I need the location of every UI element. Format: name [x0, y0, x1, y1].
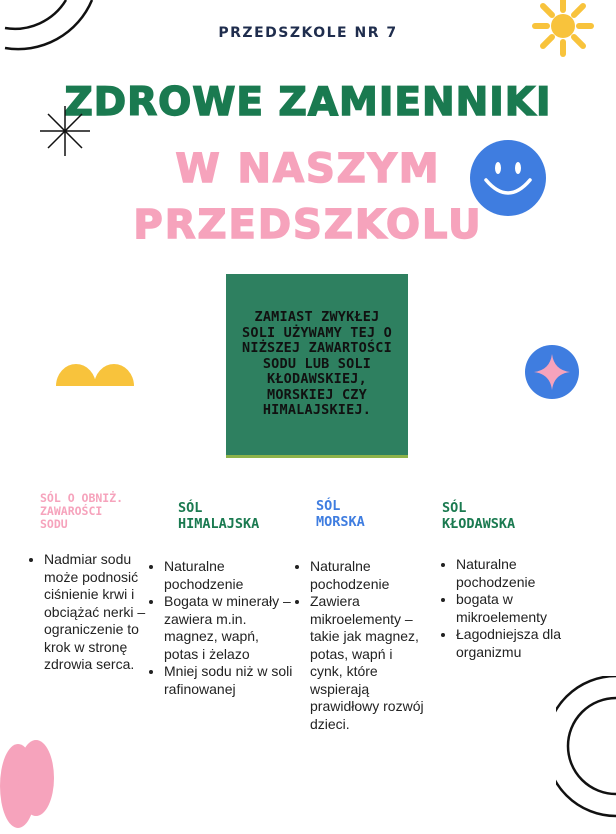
- star-circle-icon: [524, 344, 580, 400]
- list-item: • Bogata w minerały – zawiera m.in. magnez, wapń, potas i żelazo: [164, 593, 294, 663]
- info-box: [226, 274, 408, 458]
- list-item: • Mniej sodu niż w soli rafinowanej: [164, 663, 294, 698]
- arc-lines-icon: [556, 676, 616, 834]
- column-title-himalayan: SÓL HIMALAJSKA: [178, 500, 260, 532]
- smiley-icon: [468, 138, 548, 218]
- column-list-low-sodium: [26, 551, 159, 674]
- column-list-himalayan: [146, 558, 294, 698]
- title-line-1: ZDROWE ZAMIENNIKI: [64, 80, 552, 125]
- column-title-low-sodium: SÓL O OBNIŻ. ZAWAROŚCI SODU: [40, 491, 124, 531]
- column-list-klodawa: [438, 556, 586, 661]
- pink-blob-icon: [0, 738, 60, 834]
- list-item: • Naturalne pochodzenie: [310, 558, 428, 593]
- title-line-3: PRZEDSZKOLU: [133, 202, 483, 248]
- list-item: • Naturalne pochodzenie: [456, 556, 586, 591]
- info-box-text: ZAMIAST ZWYKŁEJ SOLI UŻYWAMY TEJ O NIŻSZEJ ZAWARTOŚCI SODU LUB SOLI KŁODAWSKIEJ, MORSKIEJ CZY HIMALAJSKIEJ.: [242, 309, 392, 419]
- list-item: • Łagodniejsza dla organizmu: [456, 626, 586, 661]
- school-name: PRZEDSZKOLE NR 7: [218, 25, 398, 41]
- column-title-sea: SÓL MORSKA: [316, 498, 365, 530]
- column-title-klodawa: SÓL KŁODAWSKA: [442, 500, 516, 532]
- column-list-sea: [292, 558, 428, 733]
- list-item: • bogata w mikroelementy: [456, 591, 586, 626]
- list-item: • Naturalne pochodzenie: [164, 558, 294, 593]
- half-circles-icon: [56, 342, 136, 386]
- title-line-2: W NASZYM: [175, 146, 441, 192]
- list-item: • Zawiera mikroelementy – takie jak magnez, potas, wapń i cynk, które wspierają prawidłowy rozwój dzieci.: [310, 593, 428, 733]
- list-item: • Nadmiar sodu może podnosić ciśnienie krwi i obciążać nerki – ograniczenie to krok w stronę zdrowia serca.: [44, 551, 159, 674]
